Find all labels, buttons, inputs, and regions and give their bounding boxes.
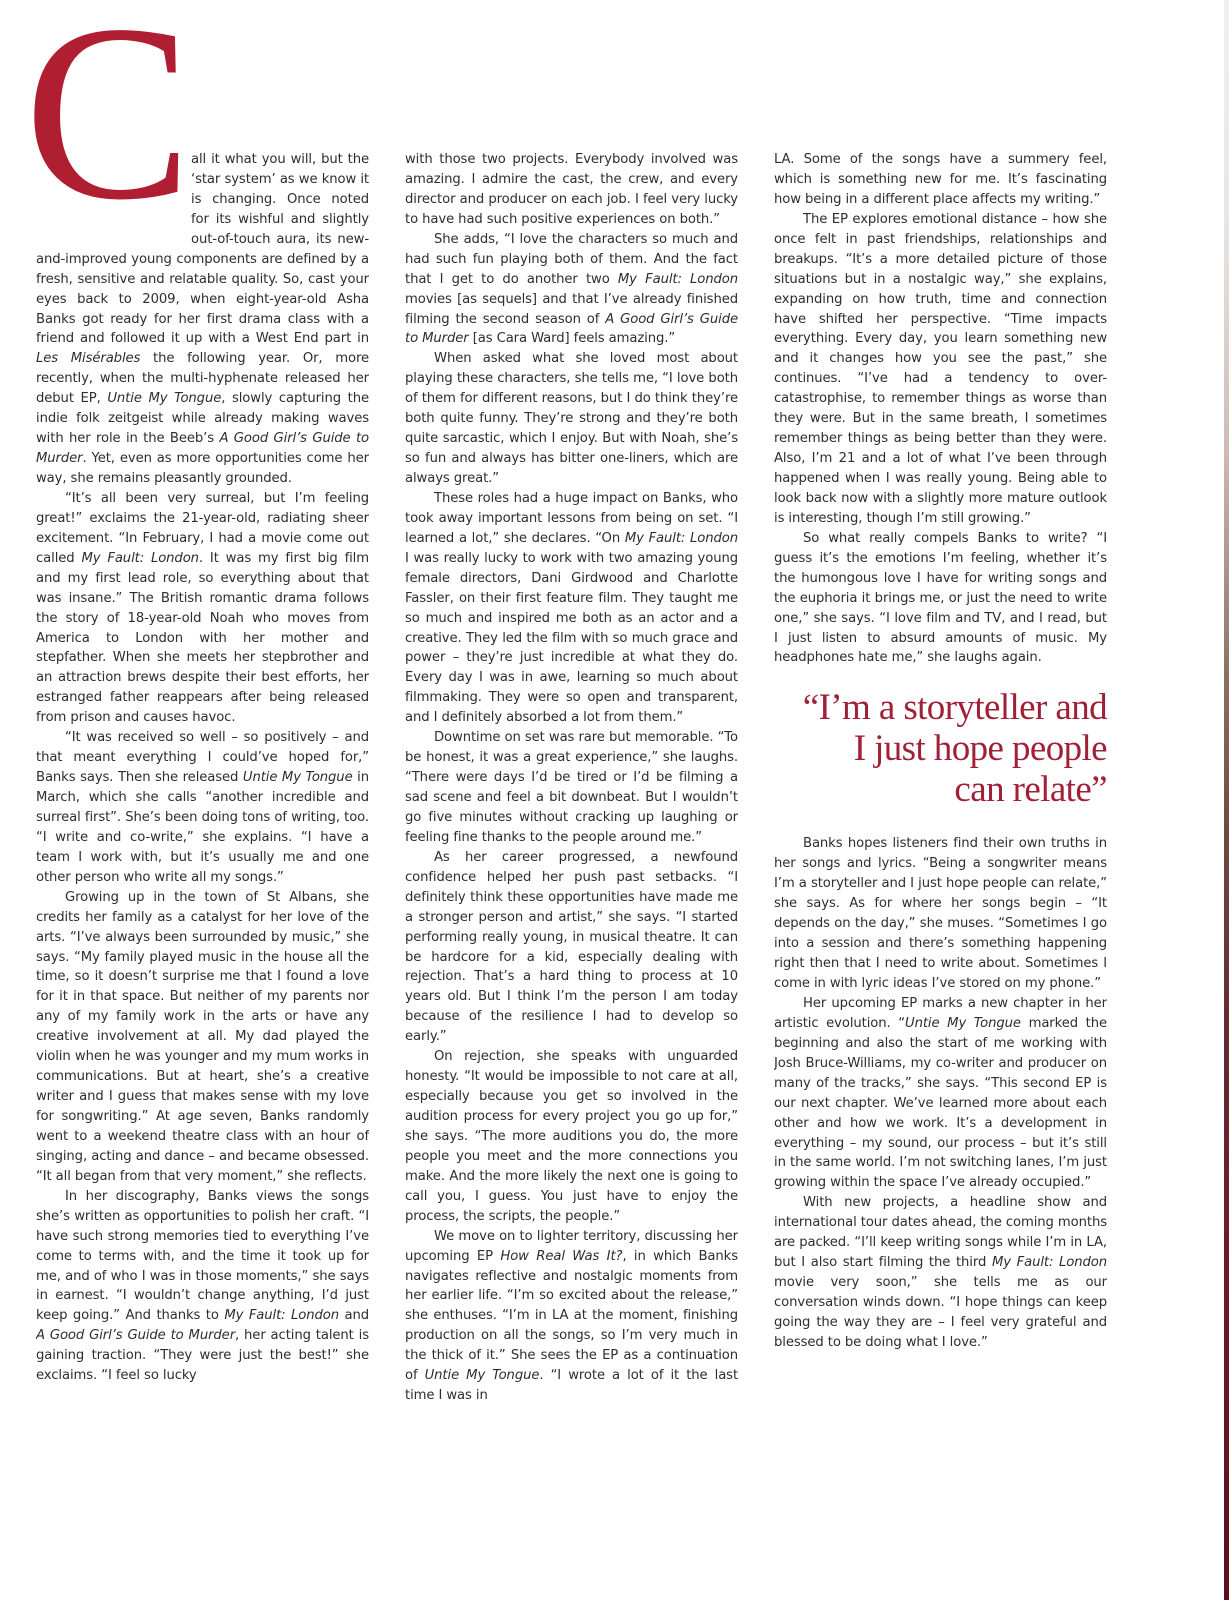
- paragraph: [405, 728, 738, 848]
- column-1: [36, 150, 369, 1552]
- pull-quote-line: can relate”: [954, 768, 1107, 810]
- title-text: Untie My Tongue: [242, 770, 353, 786]
- body-text: LA. Some of the songs have a summery feel, which is something new for me. It’s fascinating how being in a different place affects my writing.”: [774, 152, 1107, 207]
- body-text: “It’s all been very surreal, but I’m feeling great!” exclaims the 21-year-old, radiating sheer excitement. “In February, I had a movie come out called: [36, 490, 369, 566]
- paragraph: [405, 489, 738, 728]
- column-2: [405, 150, 738, 1552]
- paragraph: [774, 834, 1107, 994]
- paragraph: [405, 1047, 738, 1226]
- title-text: Untie My Tongue: [107, 391, 222, 407]
- paragraph: [774, 210, 1107, 529]
- paragraph: [36, 150, 369, 489]
- body-text: , her acting talent is gaining traction. “They were just the best!” she exclaims. “I feel so lucky: [36, 1328, 369, 1384]
- body-text: . “I wrote a lot of it the last time I was in: [405, 1368, 738, 1404]
- title-text: My Fault: London: [624, 530, 738, 546]
- body-text: The EP explores emotional distance – how she once felt in past friendships, relationships and breakups. “It’s a more detailed picture of those situations but in a nostalgic way,” she explains, expanding on how truth, time and connection have shifted her perspective. “Time impacts everything. Every day, you learn something new and it changes how you see the past,” she continues. “I’ve had a tendency to over-catastrophise, to remember things as worse than they were. But in the same breath, I sometimes remember things as being better than they were. Also, I’m 21 and a lot of what I’ve been through happened when I was really young. Being able to look back now with a slightly more mature outlook is interesting, though I’m still growing.”: [774, 211, 1107, 526]
- title-text: My Fault: London: [991, 1255, 1107, 1271]
- title-text: A Good Girl’s Guide to Murder: [405, 311, 738, 347]
- body-text: These roles had a huge impact on Banks, who took away important lessons from being on set. “I learned a lot,” she declares. “On: [405, 490, 738, 546]
- body-text: , slowly capturing the indie folk zeitgeist while already making waves with her role in the Beeb’s: [36, 391, 369, 447]
- paragraph: [774, 1193, 1107, 1353]
- body-text: all it what you will, but the ‘star system’ as we know it is changing. Once noted for its wishful and slightly out-of-touch aura, its new-and-improved young components are defined by a fresh, sensitive and relatable quality. So, cast your eyes back to 2009, when eight-year-old Asha Banks got ready for her first drama class with a friend and followed it up with a West End part in: [36, 152, 369, 347]
- body-text: . It was my first big film and my first lead role, so everything about that was insane.” The British romantic drama follows the story of 18-year-old Noah who moves from America to London with her mother and stepfather. When she meets her stepbrother and an attraction brews despite their best efforts, her estranged father reappears after being released from prison and causes havoc.: [36, 550, 369, 726]
- pull-quote: [774, 688, 1107, 810]
- paragraph: [405, 230, 738, 350]
- title-text: A Good Girl’s Guide to Murder: [36, 1328, 236, 1344]
- title-text: Untie My Tongue: [905, 1015, 1021, 1031]
- body-text: When asked what she loved most about playing these characters, she tells me, “I love both of them for different reasons, but I do think they’re both quite funny. They’re strong and they’re both quite sarcastic, which I enjoy. But with Noah, she’s so fun and always has bitter one-liners, which are always great.”: [405, 351, 738, 486]
- body-text: On rejection, she speaks with unguarded honesty. “It would be impossible to not care at all, especially because you get so involved in the audition process for every project you go up for,” she says. “The more auditions you do, the more people you meet and the more connections you make. And the more likely the next one is going to call you, I guess. You just have to enjoy the process, the scripts, the people.”: [405, 1049, 738, 1224]
- body-text: . Yet, even as more opportunities come her way, she remains pleasantly grounded.: [36, 451, 369, 486]
- pull-quote-line: “I’m a storyteller and: [802, 687, 1107, 729]
- paragraph: [405, 150, 738, 230]
- article-body: [36, 150, 1107, 1552]
- body-text: With new projects, a headline show and international tour dates ahead, the coming months are packed. “I’ll keep writing songs while I’m in LA, but I also start filming the third: [774, 1195, 1107, 1271]
- body-text: in March, which she calls “another incredible and surreal first”. She’s been doing tons of writing, too. “I write and co-write,” she explains. “I have a team I work with, but it’s usually me and one other person who write all my songs.”: [36, 770, 369, 885]
- body-text: As her career progressed, a newfound confidence helped her push past setbacks. “I definitely think these opportunities have made me a stronger person and artist,” she says. “I started performing really young, in musical theatre. It can be hardcore for a kid, especially dealing with rejection. That’s a hard thing to process at 10 years old. But I think I’m the person I am today because of the resilience I had to develop so early.”: [405, 849, 738, 1045]
- body-text: “It was received so well – so positively – and that meant everything I could’ve hoped for,” Banks says. Then she released: [36, 730, 369, 786]
- title-text: Untie My Tongue: [424, 1368, 540, 1384]
- dropcap-spacer: [36, 150, 191, 231]
- page-edge-strip: [1224, 0, 1229, 1600]
- paragraph: [36, 888, 369, 1187]
- body-text: She adds, “I love the characters so much and had such fun playing both of them. And the fact that I get to do another two: [405, 231, 738, 287]
- body-text: the following year. Or, more recently, when the multi-hyphenate released her debut EP,: [36, 351, 369, 407]
- body-text: Banks hopes listeners find their own truths in her songs and lyrics. “Being a songwriter means I’m a storyteller and I just hope people can relate,” she says. As for where her songs begin – “It depends on the day,” she muses. “Sometimes I go into a session and there’s something happening right then that I need to write about. Sometimes I come in with lyric ideas I’ve stored on my phone.”: [774, 836, 1107, 991]
- column-3: [774, 150, 1107, 1552]
- pull-quote-line: I just hope people: [853, 728, 1107, 770]
- paragraph: [36, 489, 369, 728]
- body-text: marked the beginning and also the start of me working with Josh Bruce-Williams, my co-writer and producer on many of the tracks,” she says. “This second EP is our next chapter. We’ve learned more about each other and how we work. It’s a development in everything – my sound, our process – but it’s still in the same world. I’m not switching lanes, I’m just growing within the space I’ve already occupied.”: [774, 1015, 1107, 1191]
- body-text: We move on to lighter territory, discussing her upcoming EP: [405, 1228, 738, 1264]
- paragraph: [36, 1187, 369, 1386]
- paragraph: [405, 1227, 738, 1406]
- body-text: movies [as sequels] and that I’ve already finished filming the second season of: [405, 291, 738, 327]
- title-text: Les Misérables: [36, 351, 141, 367]
- paragraph: [405, 848, 738, 1047]
- body-text: Downtime on set was rare but memorable. “To be honest, it was a great experience,” she laughs. “There were days I’d be tired or I’d be filming a sad scene and feel a bit downbeat. But I wouldn’t go five minutes without cracking up laughing or feeling fine thanks to the people around me.”: [405, 730, 738, 845]
- body-text: So what really compels Banks to write? “I guess it’s the emotions I’m feeling, whether it’s the humongous love I have for writing songs and the euphoria it brings me, or just the need to write one,” she says. “I love film and TV, and I read, but I just listen to absurd amounts of music. My headphones hate me,” she laughs again.: [774, 530, 1107, 666]
- body-text: and: [338, 1308, 369, 1324]
- title-text: My Fault: London: [617, 271, 738, 287]
- body-text: movie very soon,” she tells me as our conversation winds down. “I hope things can keep going the way they are – I feel very grateful and blessed to be doing what I love.”: [774, 1275, 1107, 1350]
- title-text: How Real Was It?: [500, 1248, 623, 1264]
- body-text: In her discography, Banks views the songs she’s written as opportunities to polish her craft. “I have such strong memories tied to everything I’ve come to terms with, and the time it took up for me, and of who I was in those moments,” she says in earnest. “I wouldn’t change anything, I’d just keep going.” And thanks to: [36, 1188, 369, 1324]
- body-text: [as Cara Ward] feels amazing.”: [468, 331, 676, 347]
- title-text: A Good Girl’s Guide to Murder: [36, 431, 369, 467]
- paragraph: [774, 529, 1107, 669]
- title-text: My Fault: London: [81, 550, 199, 566]
- paragraph: [405, 349, 738, 489]
- title-text: My Fault: London: [224, 1308, 339, 1324]
- body-text: Growing up in the town of St Albans, she credits her family as a catalyst for her love of the arts. “I’ve always been surrounded by music,” she says. “My family played music in the house all the time, so it doesn’t surprise me that I found a love for it in that space. But neither of my parents nor any of my family work in the arts or have any creative involvement at all. My dad played the violin when he was younger and my mum works in communications. But at heart, she’s a creative writer and I guess that makes sense with my love for songwriting.” At age seven, Banks randomly went to a weekend theatre class with an hour of singing, acting and dance – and became obsessed. “It all began from that very moment,” she reflects.: [36, 889, 369, 1184]
- body-text: with those two projects. Everybody involved was amazing. I admire the cast, the crew, and every director and producer on each job. I feel very lucky to have had such positive experiences on both.”: [405, 152, 738, 227]
- body-text: Her upcoming EP marks a new chapter in her artistic evolution. “: [774, 995, 1107, 1031]
- body-text: I was really lucky to work with two amazing young female directors, Dani Girdwood and Charlotte Fassler, on their first feature film. They taught me so much and inspired me both as an actor and a creative. They led the film with so much grace and power – they’re just incredible at what they do. Every day I was in awe, learning so much about filmmaking. They were so open and transparent, and I definitely absorbed a lot from them.”: [405, 550, 738, 726]
- paragraph: [774, 994, 1107, 1193]
- body-text: , in which Banks navigates reflective and nostalgic moments from her earlier life. “I’m so excited about the release,” she enthuses. “I’m in LA at the moment, finishing production on all the songs, so I’m very much in the thick of it.” She sees the EP as a continuation of: [405, 1248, 738, 1384]
- drop-cap: C: [24, 0, 193, 252]
- paragraph: [774, 150, 1107, 210]
- paragraph: [36, 728, 369, 888]
